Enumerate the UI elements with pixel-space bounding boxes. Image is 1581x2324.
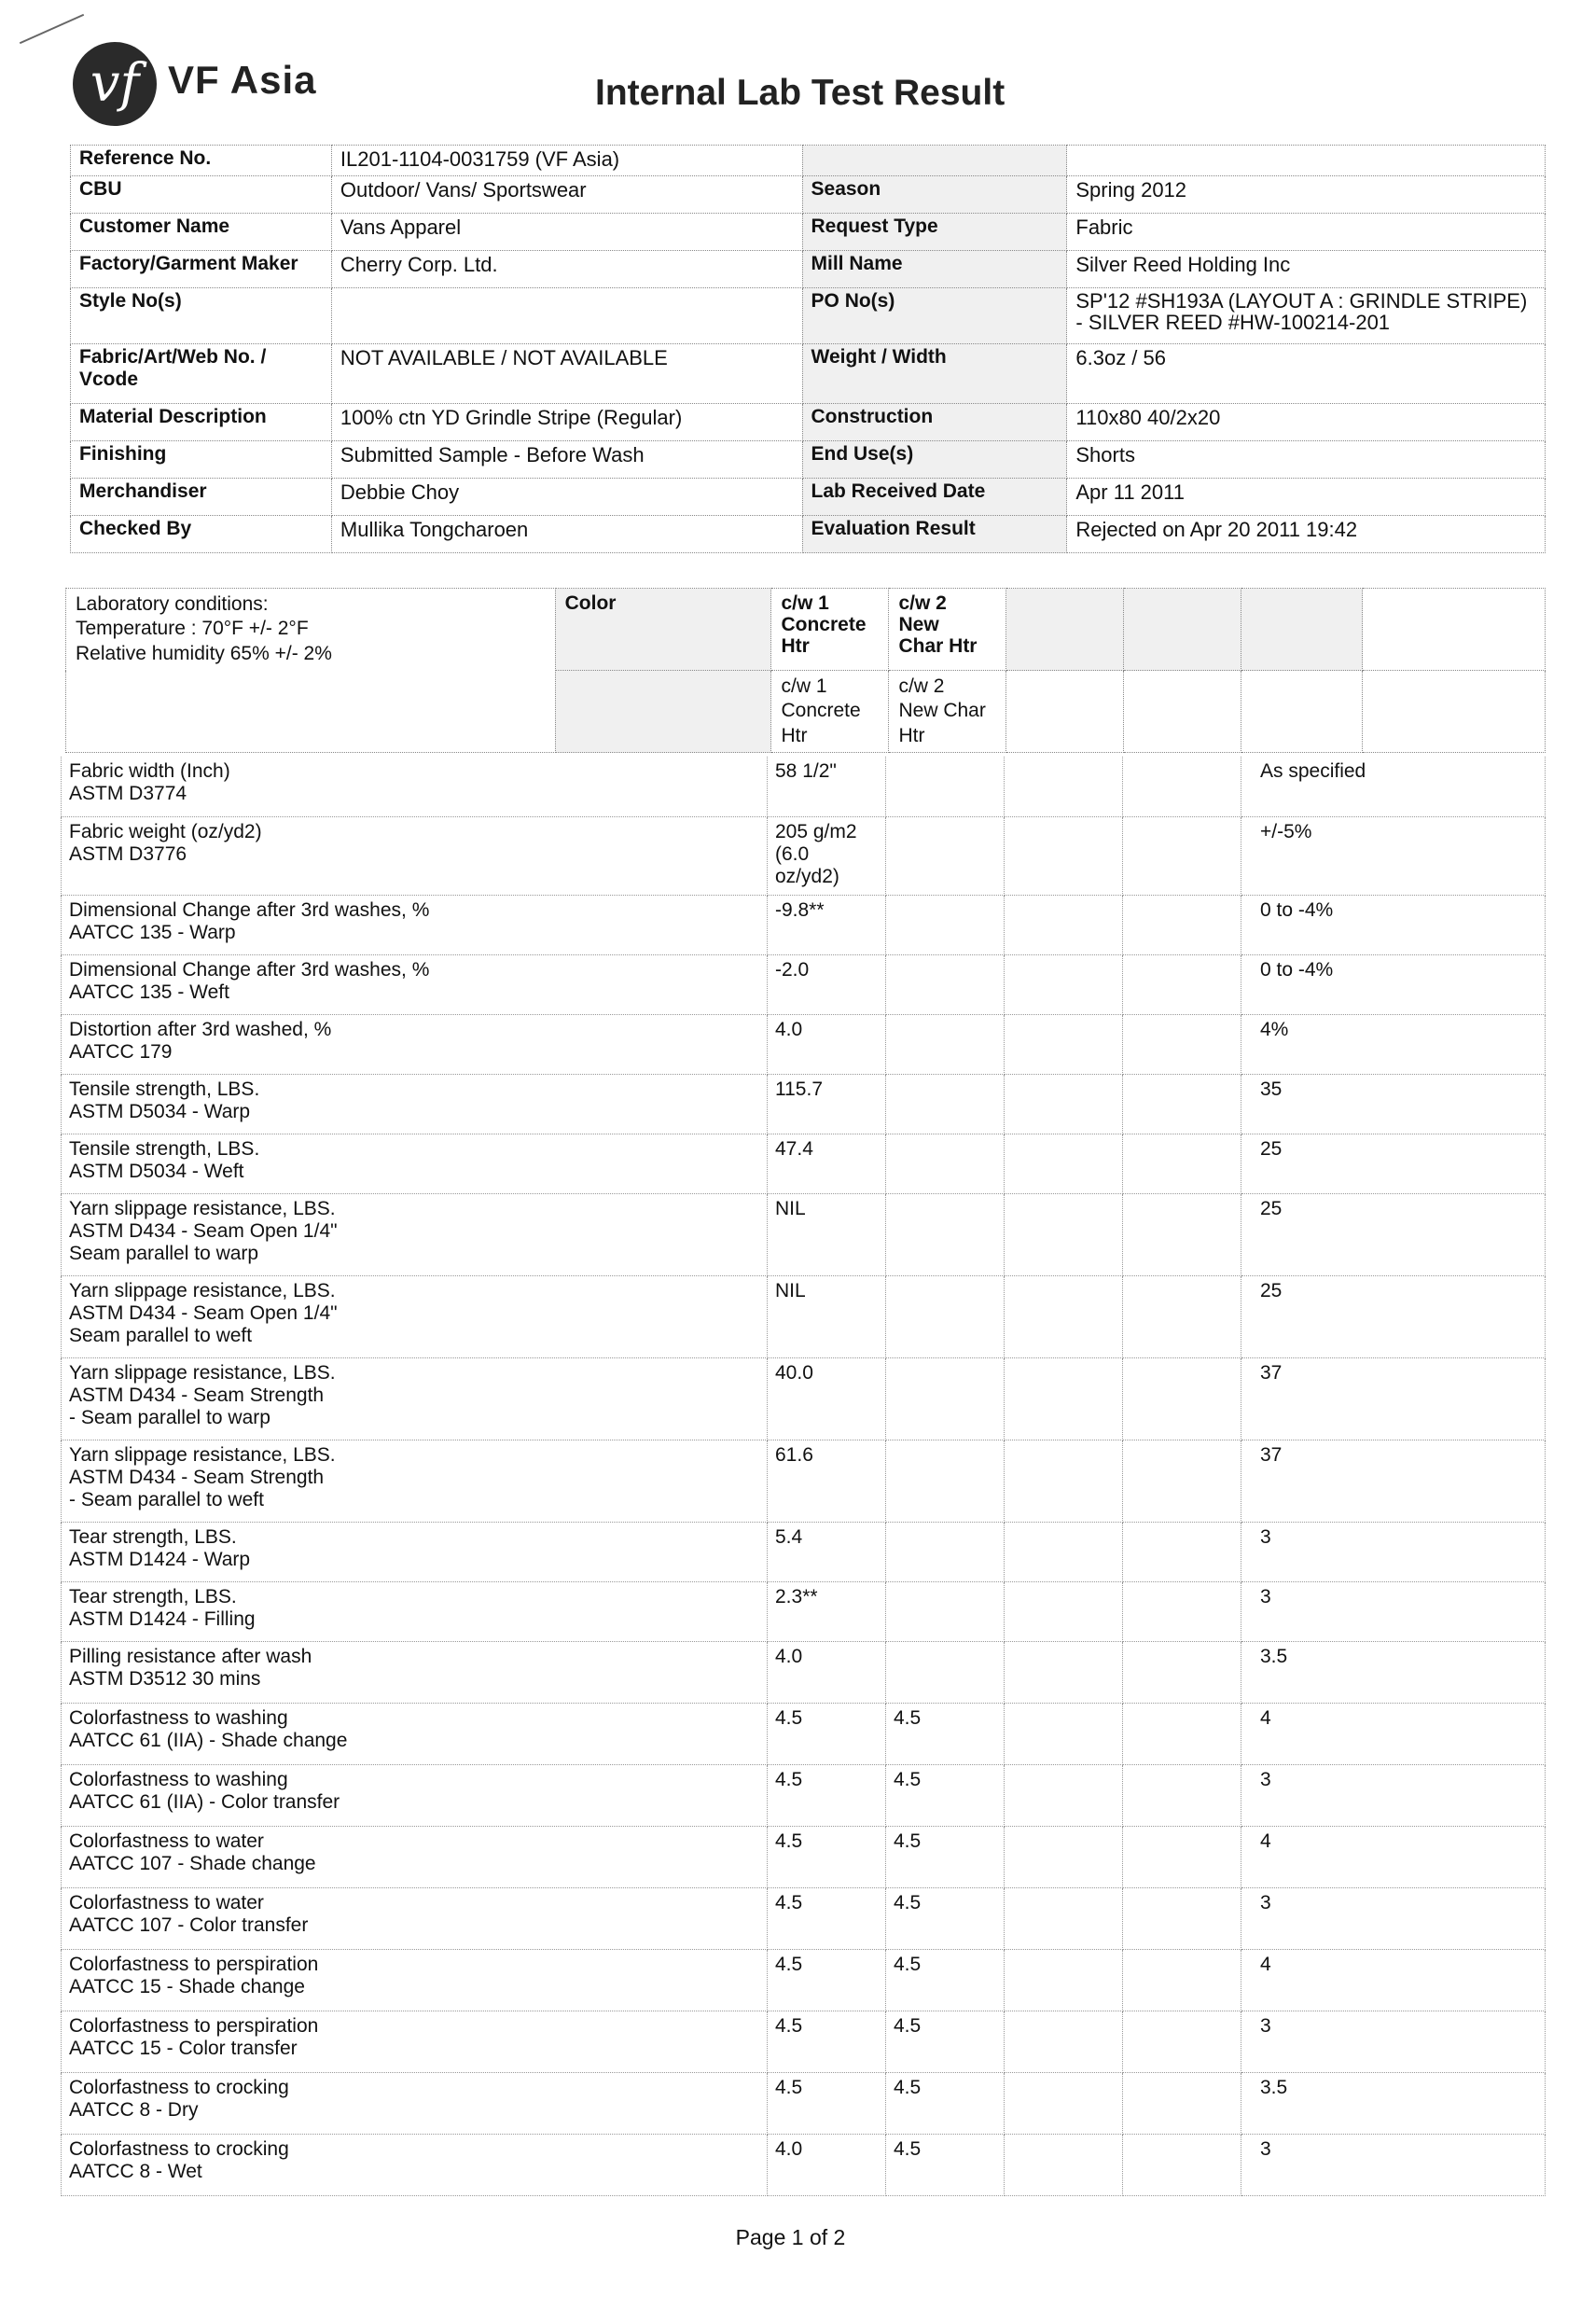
cw2-result: 4.5 bbox=[886, 1703, 1005, 1764]
season-value: Spring 2012 bbox=[1067, 176, 1546, 214]
lab-temperature: Temperature : 70°F +/- 2°F bbox=[76, 618, 309, 640]
test-description: Distortion after 3rd washed, % AATCC 179 bbox=[62, 1014, 768, 1074]
standard-requirement: 3 bbox=[1241, 1581, 1546, 1641]
cw1-result: 5.4 bbox=[768, 1522, 886, 1581]
cw1-label: c/w 1 Concrete Htr bbox=[771, 671, 889, 753]
cw2-result bbox=[886, 1522, 1005, 1581]
cw1-result: 4.5 bbox=[768, 2072, 886, 2134]
cw2-label: c/w 2 New Char Htr bbox=[889, 671, 1006, 753]
test-description: Yarn slippage resistance, LBS. ASTM D434 - Seam Strength - Seam parallel to warp bbox=[62, 1357, 768, 1440]
empty-cell bbox=[1005, 895, 1123, 954]
cw2-header: c/w 2 New Char Htr bbox=[889, 589, 1006, 671]
cw2-result: 4.5 bbox=[886, 1764, 1005, 1826]
cw1-result: 4.5 bbox=[768, 1826, 886, 1887]
test-description: Colorfastness to crocking AATCC 8 - Wet bbox=[62, 2134, 768, 2195]
cw2-result: 4.5 bbox=[886, 1949, 1005, 2011]
reference-no-label: Reference No. bbox=[71, 146, 332, 176]
test-row bbox=[62, 1826, 1546, 1887]
end-use-value: Shorts bbox=[1067, 441, 1546, 479]
test-row bbox=[62, 816, 1546, 895]
test-description: Pilling resistance after wash ASTM D3512 30 mins bbox=[62, 1641, 768, 1703]
info-row bbox=[71, 214, 1546, 251]
cbu-value: Outdoor/ Vans/ Sportswear bbox=[331, 176, 802, 214]
color-label: Color bbox=[555, 589, 771, 671]
test-description: Colorfastness to water AATCC 107 - Color transfer bbox=[62, 1887, 768, 1949]
finishing-value: Submitted Sample - Before Wash bbox=[331, 441, 802, 479]
customer-name-value: Vans Apparel bbox=[331, 214, 802, 251]
fabric-art-value: NOT AVAILABLE / NOT AVAILABLE bbox=[331, 344, 802, 404]
standard-requirement: 0 to -4% bbox=[1241, 895, 1546, 954]
empty-cell bbox=[1123, 1134, 1241, 1193]
empty-cell bbox=[555, 671, 771, 753]
cw1-result: 40.0 bbox=[768, 1357, 886, 1440]
empty-cell bbox=[1363, 589, 1546, 671]
cw1-result: 4.0 bbox=[768, 2134, 886, 2195]
test-description: Colorfastness to perspiration AATCC 15 - Color transfer bbox=[62, 2011, 768, 2072]
cw1-result: 61.6 bbox=[768, 1440, 886, 1522]
standard-requirement: 37 bbox=[1241, 1440, 1546, 1522]
empty-cell bbox=[1005, 1074, 1123, 1134]
info-row bbox=[71, 288, 1546, 344]
test-row bbox=[62, 895, 1546, 954]
checked-by-label: Checked By bbox=[71, 516, 332, 553]
cw2-result: 4.5 bbox=[886, 2011, 1005, 2072]
empty-cell bbox=[1006, 589, 1124, 671]
cw2-result bbox=[886, 1275, 1005, 1357]
season-label: Season bbox=[802, 176, 1067, 214]
cw1-result: 4.0 bbox=[768, 1014, 886, 1074]
info-row bbox=[71, 479, 1546, 516]
test-description: Yarn slippage resistance, LBS. ASTM D434 - Seam Open 1/4" Seam parallel to weft bbox=[62, 1275, 768, 1357]
empty-cell bbox=[1241, 589, 1363, 671]
empty-cell bbox=[1005, 2072, 1123, 2134]
customer-name-label: Customer Name bbox=[71, 214, 332, 251]
empty-cell bbox=[1123, 2072, 1241, 2134]
cbu-label: CBU bbox=[71, 176, 332, 214]
cw2-result bbox=[886, 1581, 1005, 1641]
material-label: Material Description bbox=[71, 404, 332, 441]
construction-label: Construction bbox=[802, 404, 1067, 441]
test-description: Yarn slippage resistance, LBS. ASTM D434 - Seam Strength - Seam parallel to weft bbox=[62, 1440, 768, 1522]
conditions-table bbox=[65, 588, 1546, 753]
lab-conditions bbox=[66, 589, 556, 753]
cw1-header: c/w 1 Concrete Htr bbox=[771, 589, 889, 671]
brand-name: VF Asia bbox=[168, 58, 317, 102]
empty-cell bbox=[1005, 1949, 1123, 2011]
cw2-result: 4.5 bbox=[886, 1826, 1005, 1887]
cw2-result bbox=[886, 1440, 1005, 1522]
test-row bbox=[62, 1275, 1546, 1357]
test-description: Dimensional Change after 3rd washes, % AATCC 135 - Weft bbox=[62, 954, 768, 1014]
style-no-label: Style No(s) bbox=[71, 288, 332, 344]
standard-requirement: 25 bbox=[1241, 1193, 1546, 1275]
cw1-result: -2.0 bbox=[768, 954, 886, 1014]
finishing-label: Finishing bbox=[71, 441, 332, 479]
cw2-result bbox=[886, 1193, 1005, 1275]
test-row bbox=[62, 1522, 1546, 1581]
empty-cell bbox=[1005, 2134, 1123, 2195]
cw1-result: NIL bbox=[768, 1275, 886, 1357]
request-type-label: Request Type bbox=[802, 214, 1067, 251]
weight-width-label: Weight / Width bbox=[802, 344, 1067, 404]
empty-cell bbox=[1005, 954, 1123, 1014]
info-row bbox=[71, 146, 1546, 176]
standard-requirement: 3 bbox=[1241, 2134, 1546, 2195]
empty-cell bbox=[1123, 1440, 1241, 1522]
standard-requirement: +/-5% bbox=[1241, 816, 1546, 895]
cw2-result: 4.5 bbox=[886, 1887, 1005, 1949]
cw2-result bbox=[886, 816, 1005, 895]
test-row bbox=[62, 1193, 1546, 1275]
info-row bbox=[71, 404, 1546, 441]
empty-cell bbox=[1005, 1703, 1123, 1764]
empty-cell bbox=[1123, 1357, 1241, 1440]
empty-cell bbox=[1067, 146, 1546, 176]
cw2-result: 4.5 bbox=[886, 2134, 1005, 2195]
empty-cell bbox=[1123, 2134, 1241, 2195]
empty-cell bbox=[1123, 1074, 1241, 1134]
test-description: Yarn slippage resistance, LBS. ASTM D434 - Seam Open 1/4" Seam parallel to warp bbox=[62, 1193, 768, 1275]
empty-cell bbox=[1006, 671, 1124, 753]
test-description: Colorfastness to washing AATCC 61 (IIA) - Color transfer bbox=[62, 1764, 768, 1826]
test-row bbox=[62, 1357, 1546, 1440]
empty-cell bbox=[1123, 1014, 1241, 1074]
test-description: Fabric weight (oz/yd2) ASTM D3776 bbox=[62, 816, 768, 895]
empty-cell bbox=[1123, 1275, 1241, 1357]
test-description: Colorfastness to water AATCC 107 - Shade change bbox=[62, 1826, 768, 1887]
empty-cell bbox=[1123, 1522, 1241, 1581]
info-row bbox=[71, 251, 1546, 288]
info-row bbox=[71, 176, 1546, 214]
empty-cell bbox=[1241, 671, 1363, 753]
style-no-value bbox=[331, 288, 802, 344]
cw2-result bbox=[886, 954, 1005, 1014]
cw1-result: 115.7 bbox=[768, 1074, 886, 1134]
test-row bbox=[62, 954, 1546, 1014]
cw1-result: 2.3** bbox=[768, 1581, 886, 1641]
empty-cell bbox=[1005, 1014, 1123, 1074]
lab-received-label: Lab Received Date bbox=[802, 479, 1067, 516]
factory-value: Cherry Corp. Ltd. bbox=[331, 251, 802, 288]
empty-cell bbox=[1124, 671, 1241, 753]
page-title: Internal Lab Test Result bbox=[595, 73, 1005, 113]
test-results-body bbox=[62, 757, 1546, 2195]
cw1-result: 4.5 bbox=[768, 1764, 886, 1826]
test-row bbox=[62, 2072, 1546, 2134]
test-row bbox=[62, 1014, 1546, 1074]
cw1-result: NIL bbox=[768, 1193, 886, 1275]
empty-cell bbox=[1123, 757, 1241, 816]
fabric-art-label: Fabric/Art/Web No. / Vcode bbox=[71, 344, 332, 404]
test-description: Tear strength, LBS. ASTM D1424 - Warp bbox=[62, 1522, 768, 1581]
empty-cell bbox=[1005, 1275, 1123, 1357]
lab-conditions-title: Laboratory conditions: bbox=[76, 593, 269, 615]
empty-cell bbox=[1005, 1581, 1123, 1641]
logo-letters: vf bbox=[90, 53, 140, 114]
empty-cell bbox=[1123, 1193, 1241, 1275]
empty-cell bbox=[1005, 1641, 1123, 1703]
cw1-result: 4.5 bbox=[768, 1887, 886, 1949]
cw1-result: 4.0 bbox=[768, 1641, 886, 1703]
empty-cell bbox=[802, 146, 1067, 176]
test-row bbox=[62, 2134, 1546, 2195]
empty-cell bbox=[1005, 816, 1123, 895]
test-row bbox=[62, 1703, 1546, 1764]
standard-requirement: 4 bbox=[1241, 1826, 1546, 1887]
empty-cell bbox=[1005, 1522, 1123, 1581]
cw1-result: 4.5 bbox=[768, 1703, 886, 1764]
cw1-result: -9.8** bbox=[768, 895, 886, 954]
empty-cell bbox=[1124, 589, 1241, 671]
info-row bbox=[71, 516, 1546, 553]
weight-width-value: 6.3oz / 56 bbox=[1067, 344, 1546, 404]
info-table bbox=[70, 145, 1546, 553]
test-row bbox=[62, 1074, 1546, 1134]
standard-requirement: 25 bbox=[1241, 1134, 1546, 1193]
test-description: Colorfastness to perspiration AATCC 15 - Shade change bbox=[62, 1949, 768, 2011]
conditions-row bbox=[66, 589, 1546, 671]
test-row bbox=[62, 2011, 1546, 2072]
test-description: Tensile strength, LBS. ASTM D5034 - Warp bbox=[62, 1074, 768, 1134]
cw2-result bbox=[886, 895, 1005, 954]
standard-requirement: 4 bbox=[1241, 1703, 1546, 1764]
empty-cell bbox=[1005, 757, 1123, 816]
cw2-result: 4.5 bbox=[886, 2072, 1005, 2134]
empty-cell bbox=[1123, 1641, 1241, 1703]
test-row bbox=[62, 1641, 1546, 1703]
header bbox=[0, 0, 1581, 140]
empty-cell bbox=[1123, 1826, 1241, 1887]
cw2-result bbox=[886, 1014, 1005, 1074]
empty-cell bbox=[1123, 895, 1241, 954]
merchandiser-label: Merchandiser bbox=[71, 479, 332, 516]
test-row bbox=[62, 1887, 1546, 1949]
empty-cell bbox=[1123, 1581, 1241, 1641]
empty-cell bbox=[1123, 2011, 1241, 2072]
standard-requirement: 0 to -4% bbox=[1241, 954, 1546, 1014]
standard-requirement: 3.5 bbox=[1241, 1641, 1546, 1703]
empty-cell bbox=[1363, 671, 1546, 753]
standard-requirement: 3 bbox=[1241, 2011, 1546, 2072]
test-results-table bbox=[61, 757, 1546, 2196]
standard-requirement: 3 bbox=[1241, 1887, 1546, 1949]
test-row bbox=[62, 1134, 1546, 1193]
mill-name-label: Mill Name bbox=[802, 251, 1067, 288]
test-row bbox=[62, 1581, 1546, 1641]
po-no-label: PO No(s) bbox=[802, 288, 1067, 344]
standard-requirement: 3 bbox=[1241, 1522, 1546, 1581]
material-value: 100% ctn YD Grindle Stripe (Regular) bbox=[331, 404, 802, 441]
cw2-result bbox=[886, 1357, 1005, 1440]
test-row bbox=[62, 757, 1546, 816]
test-description: Tensile strength, LBS. ASTM D5034 - Weft bbox=[62, 1134, 768, 1193]
empty-cell bbox=[1123, 1887, 1241, 1949]
empty-cell bbox=[1005, 1826, 1123, 1887]
empty-cell bbox=[1123, 816, 1241, 895]
empty-cell bbox=[1005, 2011, 1123, 2072]
empty-cell bbox=[1005, 1764, 1123, 1826]
test-description: Dimensional Change after 3rd washes, % AATCC 135 - Warp bbox=[62, 895, 768, 954]
test-description: Fabric width (Inch) ASTM D3774 bbox=[62, 757, 768, 816]
cw1-result: 205 g/m2 (6.0 oz/yd2) bbox=[768, 816, 886, 895]
empty-cell bbox=[1123, 954, 1241, 1014]
standard-requirement: 3 bbox=[1241, 1764, 1546, 1826]
vf-logo bbox=[73, 42, 157, 126]
test-row bbox=[62, 1949, 1546, 2011]
factory-label: Factory/Garment Maker bbox=[71, 251, 332, 288]
checked-by-value: Mullika Tongcharoen bbox=[331, 516, 802, 553]
standard-requirement: 37 bbox=[1241, 1357, 1546, 1440]
cw2-result bbox=[886, 1134, 1005, 1193]
test-description: Tear strength, LBS. ASTM D1424 - Filling bbox=[62, 1581, 768, 1641]
mill-name-value: Silver Reed Holding Inc bbox=[1067, 251, 1546, 288]
cw2-result bbox=[886, 1074, 1005, 1134]
empty-cell bbox=[1005, 1193, 1123, 1275]
reference-no-value: IL201-1104-0031759 (VF Asia) bbox=[331, 146, 802, 176]
empty-cell bbox=[1123, 1703, 1241, 1764]
lab-humidity: Relative humidity 65% +/- 2% bbox=[76, 642, 332, 664]
cw1-result: 47.4 bbox=[768, 1134, 886, 1193]
info-row bbox=[71, 441, 1546, 479]
cw2-result bbox=[886, 757, 1005, 816]
empty-cell bbox=[1123, 1949, 1241, 2011]
construction-value: 110x80 40/2x20 bbox=[1067, 404, 1546, 441]
cw1-result: 58 1/2" bbox=[768, 757, 886, 816]
empty-cell bbox=[1005, 1887, 1123, 1949]
empty-cell bbox=[1123, 1764, 1241, 1826]
standard-requirement: 35 bbox=[1241, 1074, 1546, 1134]
merchandiser-value: Debbie Choy bbox=[331, 479, 802, 516]
test-row bbox=[62, 1440, 1546, 1522]
standard-requirement: 25 bbox=[1241, 1275, 1546, 1357]
test-description: Colorfastness to crocking AATCC 8 - Dry bbox=[62, 2072, 768, 2134]
end-use-label: End Use(s) bbox=[802, 441, 1067, 479]
page-number: Page 1 of 2 bbox=[735, 2225, 846, 2249]
empty-cell bbox=[1005, 1357, 1123, 1440]
standard-requirement: 4 bbox=[1241, 1949, 1546, 2011]
cw1-result: 4.5 bbox=[768, 1949, 886, 2011]
lab-received-value: Apr 11 2011 bbox=[1067, 479, 1546, 516]
po-no-value: SP'12 #SH193A (LAYOUT A : GRINDLE STRIPE) - SILVER REED #HW-100214-201 bbox=[1067, 288, 1546, 344]
evaluation-value: Rejected on Apr 20 2011 19:42 bbox=[1067, 516, 1546, 553]
test-row bbox=[62, 1764, 1546, 1826]
cw1-result: 4.5 bbox=[768, 2011, 886, 2072]
empty-cell bbox=[1005, 1134, 1123, 1193]
standard-requirement: As specified bbox=[1241, 757, 1546, 816]
request-type-value: Fabric bbox=[1067, 214, 1546, 251]
info-row bbox=[71, 344, 1546, 404]
standard-requirement: 4% bbox=[1241, 1014, 1546, 1074]
test-description: Colorfastness to washing AATCC 61 (IIA) - Shade change bbox=[62, 1703, 768, 1764]
evaluation-label: Evaluation Result bbox=[802, 516, 1067, 553]
cw2-result bbox=[886, 1641, 1005, 1703]
empty-cell bbox=[1005, 1440, 1123, 1522]
standard-requirement: 3.5 bbox=[1241, 2072, 1546, 2134]
